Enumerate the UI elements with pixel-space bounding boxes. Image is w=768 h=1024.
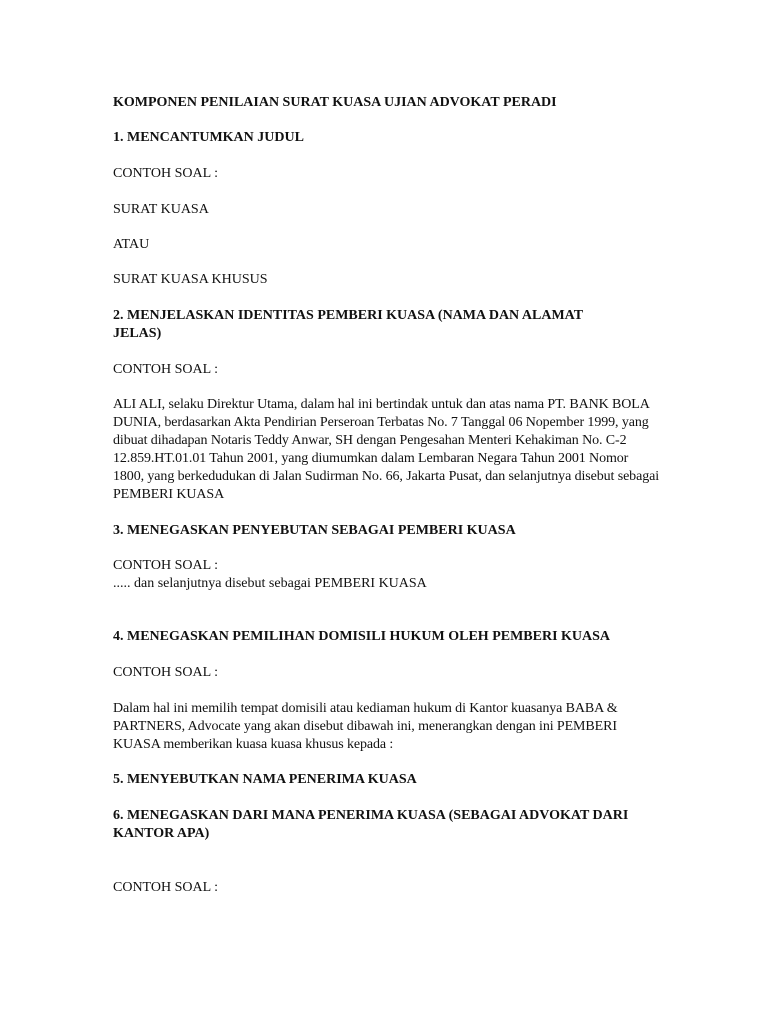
section-2-example-label: CONTOH SOAL : (113, 362, 219, 377)
section-1-example-title: SURAT KUASA (113, 202, 209, 217)
section-2-example-body: ALI ALI, selaku Direktur Utama, dalam hal ini bertindak untuk dan atas nama PT. BANK BOLA DUNIA, berdasarkan Akta Pendirian Perseroan Terbatas No. 7 Tanggal 06 Nopember 1999, yang dibuat dihadapan Notaris Teddy Anwar, SH dengan Pengesahan Menteri Kehakiman No. C-2 12.859.HT.01.01 Tahun 2001, yang diumumkan dalam Lembaran Negara Tahun 2001 Nomor 1800, yang berkedudukan di Jalan Sudirman No. 66, Jakarta Pusat, dan selanjutnya disebut sebagai PEMBERI KUASA (113, 397, 659, 502)
section-6-example-label: CONTOH SOAL : (113, 880, 219, 895)
section-4-example-label: CONTOH SOAL : (113, 665, 219, 680)
document-title: KOMPONEN PENILAIAN SURAT KUASA UJIAN ADVOKAT PERADI (113, 95, 557, 110)
section-1-heading: 1. MENCANTUMKAN JUDUL (113, 130, 304, 145)
section-4-example-body: Dalam hal ini memilih tempat domisili atau kediaman hukum di Kantor kuasanya BABA & PARTNERS, Advocate yang akan disebut dibawah ini, menerangkan dengan ini PEMBERI KUASA memberikan kuasa kuasa khusus kepada : (113, 701, 618, 752)
section-1-example-label: CONTOH SOAL : (113, 166, 219, 181)
section-3-heading: 3. MENEGASKAN PENYEBUTAN SEBAGAI PEMBERI KUASA (113, 523, 516, 538)
section-1-or: ATAU (113, 237, 150, 252)
section-3-example-body: ..... dan selanjutnya disebut sebagai PEMBERI KUASA (113, 576, 427, 591)
section-4-heading: 4. MENEGASKAN PEMILIHAN DOMISILI HUKUM OLEH PEMBERI KUASA (113, 629, 611, 644)
section-3-example-label: CONTOH SOAL : (113, 558, 219, 573)
section-1-example-title-alt: SURAT KUASA KHUSUS (113, 272, 268, 287)
section-6-heading: 6. MENEGASKAN DARI MANA PENERIMA KUASA (SEBAGAI ADVOKAT DARI KANTOR APA) (113, 808, 629, 841)
section-2-heading: 2. MENJELASKAN IDENTITAS PEMBERI KUASA (NAMA DAN ALAMAT JELAS) (113, 308, 583, 341)
section-5-heading: 5. MENYEBUTKAN NAMA PENERIMA KUASA (113, 772, 417, 787)
